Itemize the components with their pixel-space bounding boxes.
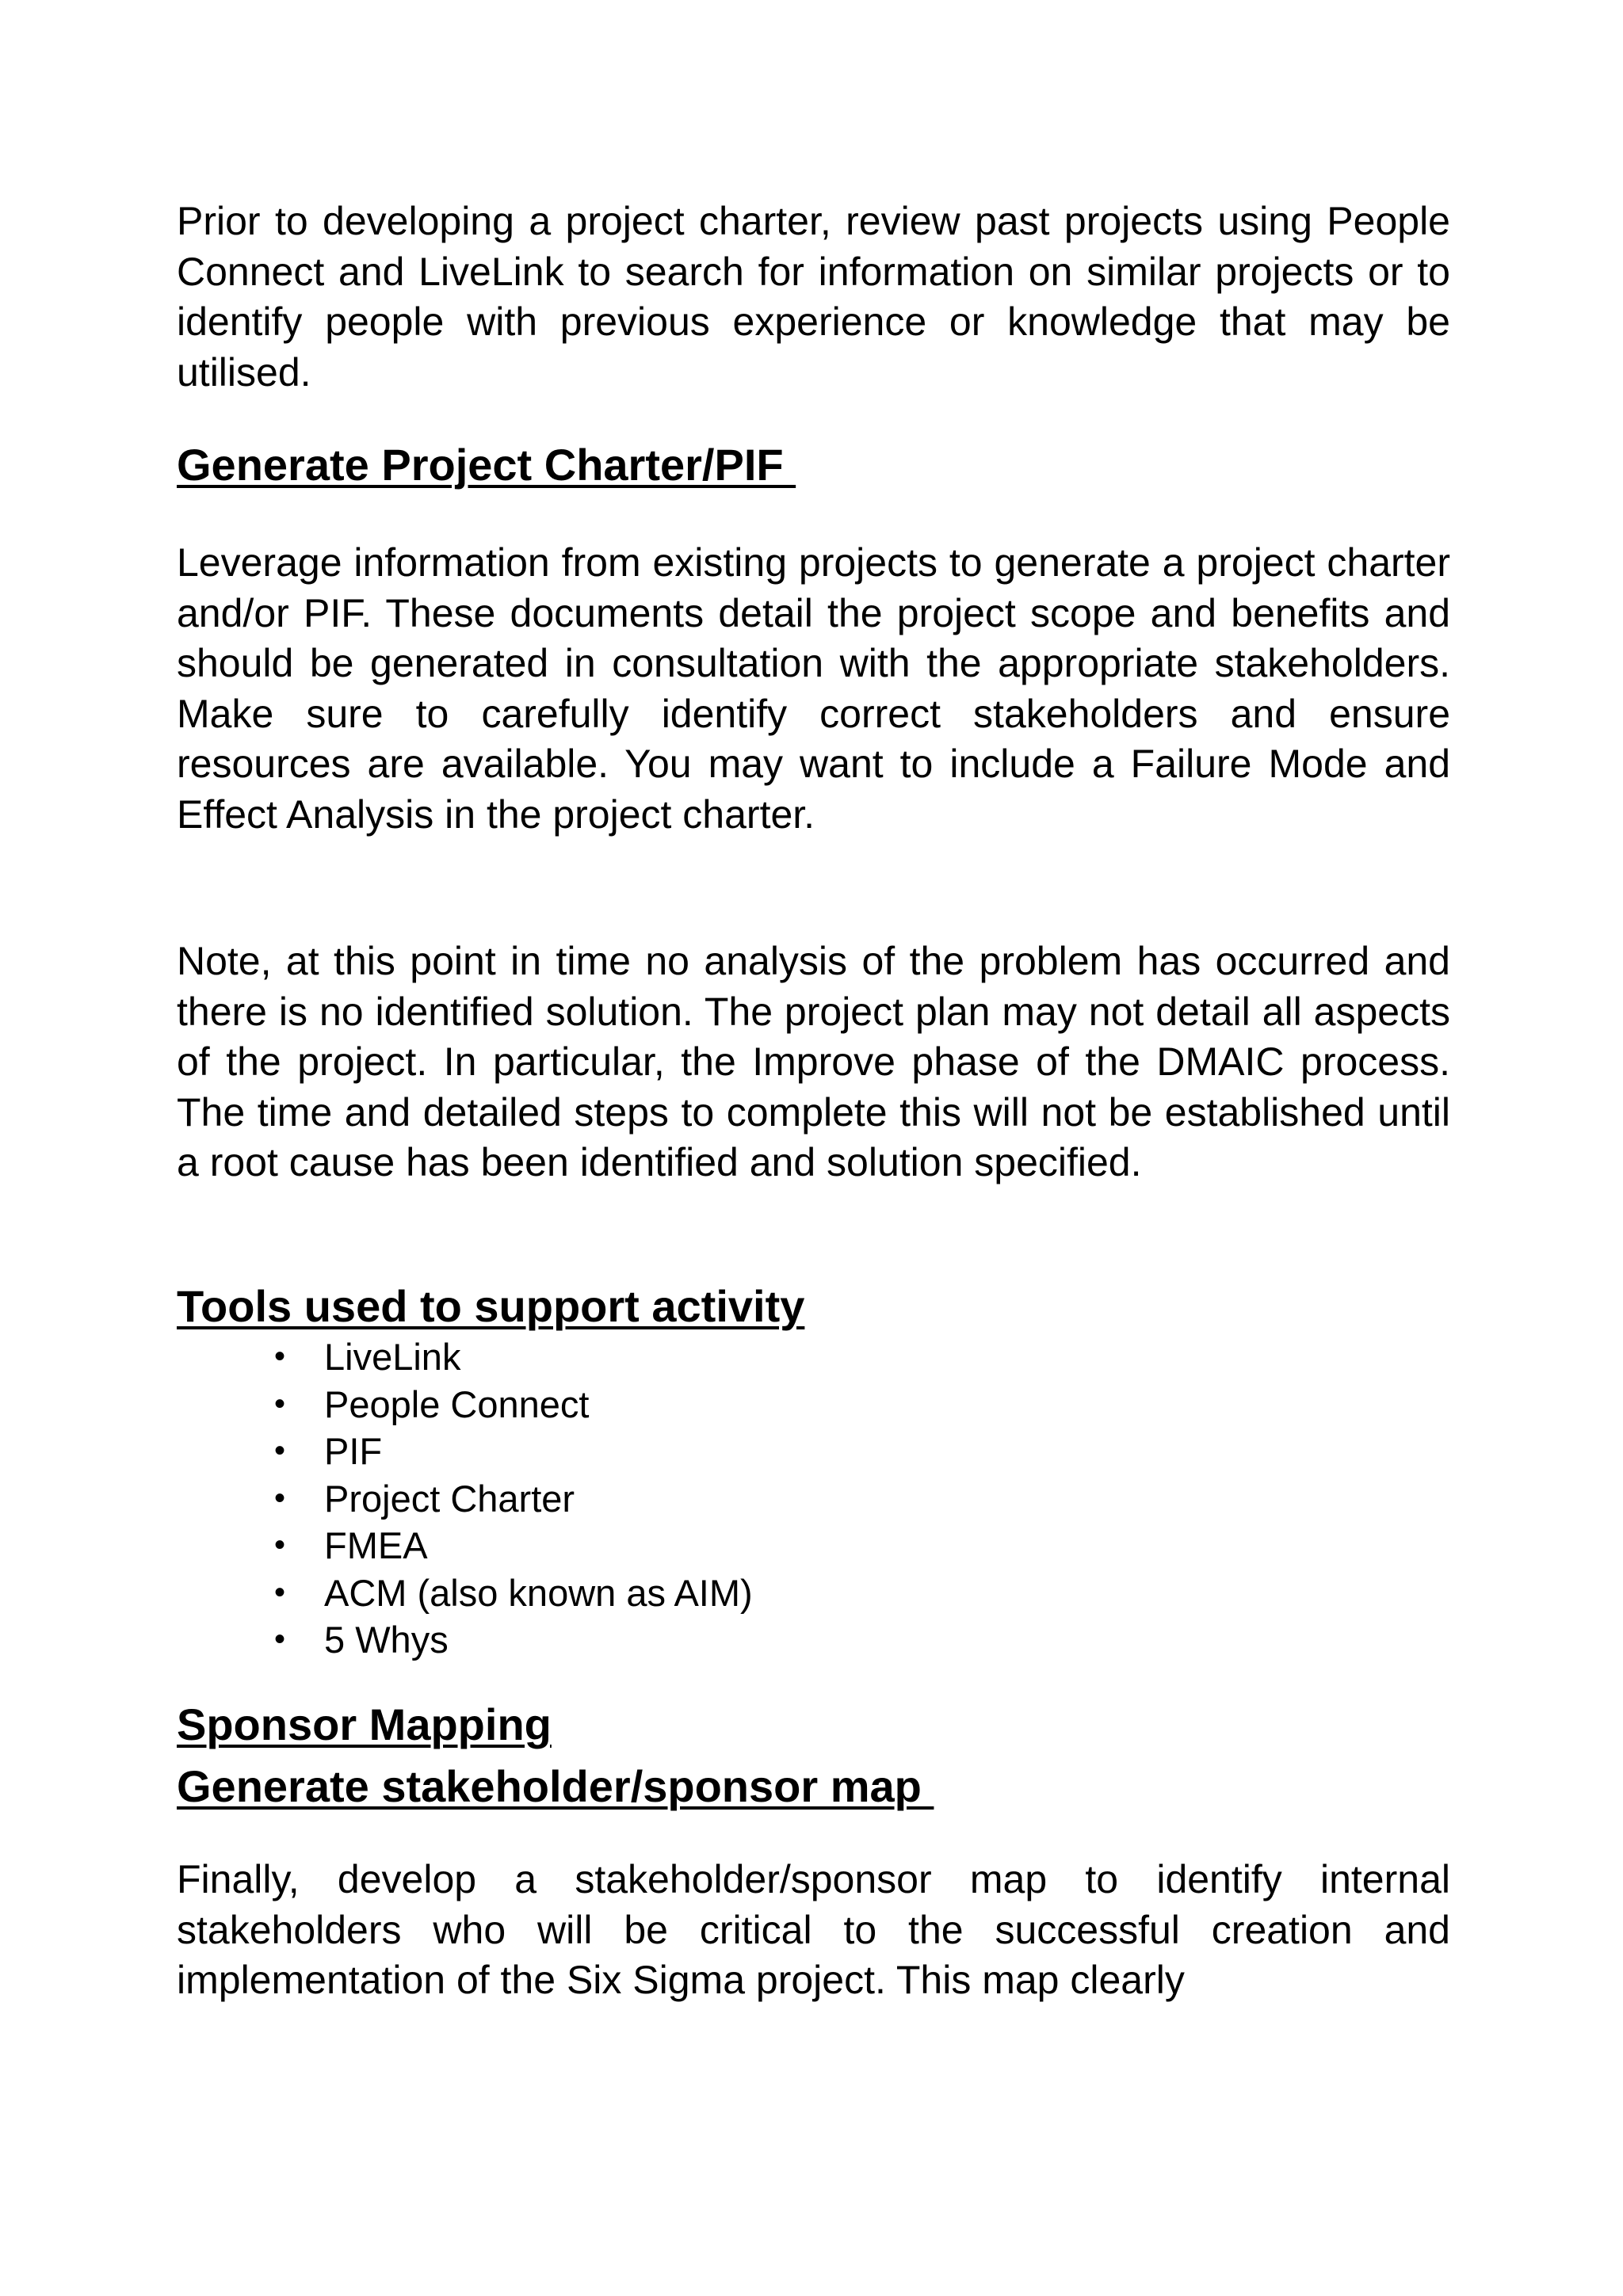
- list-item: [177, 1475, 753, 1523]
- list-item-label: LiveLink: [324, 1336, 461, 1378]
- bullet-icon: •: [274, 1386, 286, 1421]
- intro-paragraph: Prior to developing a project charter, review past projects using People Connect and LiveLink to search for information on similar projects or to identify people with previous experience or knowledge that may be utilised.: [177, 199, 1450, 395]
- list-item: [177, 1333, 753, 1381]
- bullet-icon: •: [274, 1433, 286, 1468]
- list-item: [177, 1616, 753, 1664]
- list-item-label: ACM (also known as AIM): [324, 1571, 753, 1614]
- bullet-icon: •: [274, 1622, 286, 1657]
- list-item-label: FMEA: [324, 1524, 428, 1566]
- bullet-icon: •: [274, 1574, 286, 1610]
- list-item: [177, 1522, 753, 1569]
- bullet-icon: •: [274, 1339, 286, 1374]
- finally-paragraph: Finally, develop a stakeholder/sponsor map to identify internal stakeholders who will be critical to the successful creation and implementation of the Six Sigma project. This map clearly: [177, 1857, 1450, 2002]
- sponsor-mapping-heading: Sponsor Mapping: [177, 1699, 552, 1749]
- list-item-label: 5 Whys: [324, 1619, 449, 1661]
- tools-list: [177, 1333, 753, 1664]
- leverage-paragraph: Leverage information from existing projects to generate a project charter and/or PIF. These documents detail the project scope and benefits and should be generated in consultation with the appropriate stakeholders. Make sure to carefully identify correct stakeholders and ensure resources are available. You may want to include a Failure Mode and Effect Analysis in the project charter.: [177, 540, 1450, 837]
- list-item-label: PIF: [324, 1430, 383, 1472]
- generate-charter-heading: Generate Project Charter/PIF: [177, 440, 796, 490]
- note-paragraph: Note, at this point in time no analysis of the problem has occurred and there is no identified solution. The project plan may not detail all aspects of the project. In particular, the Improve phase of the DMAIC process. The time and detailed steps to complete this will not be established until a root cause has been identified and solution specified.: [177, 939, 1450, 1184]
- list-item: [177, 1428, 753, 1475]
- tools-heading: Tools used to support activity: [177, 1281, 805, 1331]
- list-item: [177, 1569, 753, 1617]
- list-item-label: People Connect: [324, 1383, 590, 1425]
- bullet-icon: •: [274, 1527, 286, 1562]
- list-item: [177, 1381, 753, 1428]
- bullet-icon: •: [274, 1480, 286, 1516]
- list-item-label: Project Charter: [324, 1477, 575, 1520]
- generate-map-heading: Generate stakeholder/sponsor map: [177, 1761, 934, 1811]
